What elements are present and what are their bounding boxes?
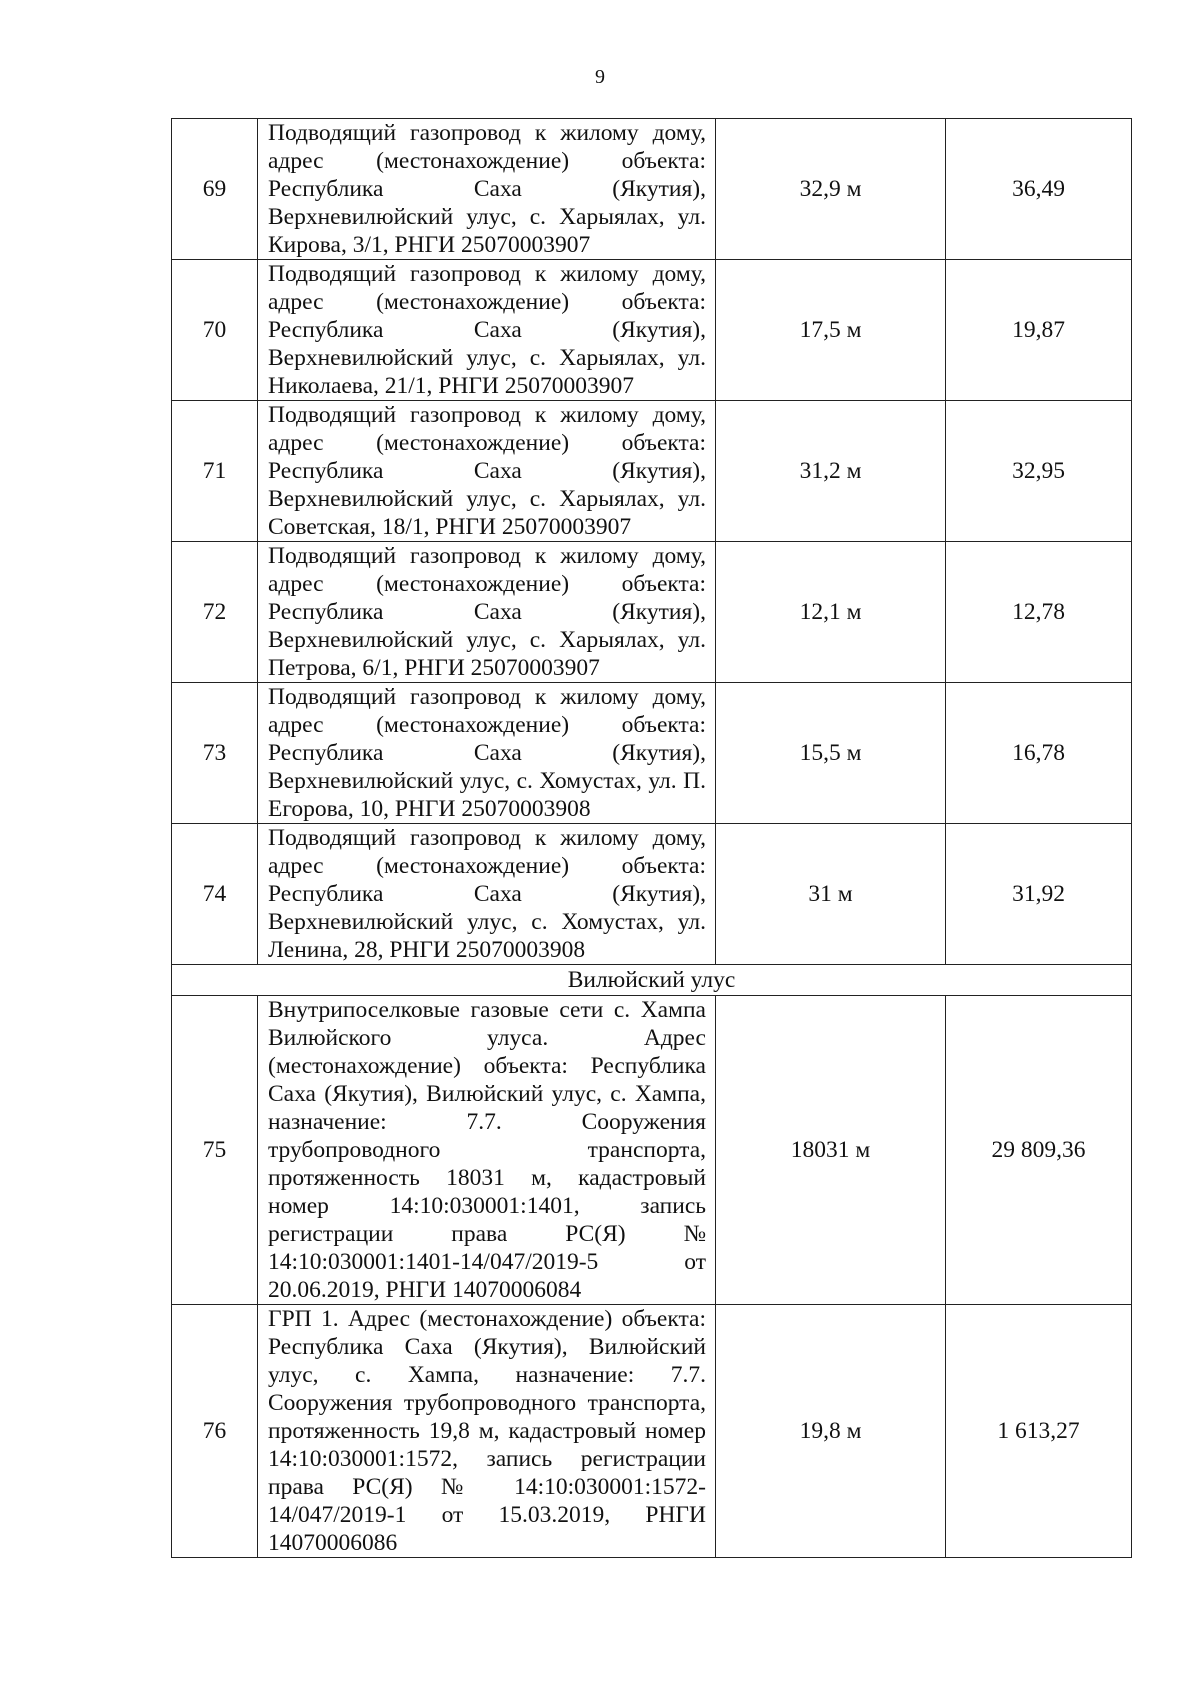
row-value: 16,78 xyxy=(946,683,1132,824)
row-length: 12,1 м xyxy=(716,542,946,683)
row-description: ГРП 1. Адрес (местонахождение) объекта: Республика Саха (Якутия), Вилюйский улус, с. Хампа, назначение: 7.7. Сооружения трубопроводного транспорта, протяженность 19,8 м, кадастровый номер 14:10:030001:1572, запись регистрации права РС(Я) № 14:10:030001:1572-14/047/2019-1 от 15.03.2019, РНГИ 14070006086 xyxy=(258,1305,716,1558)
table-row xyxy=(172,683,1132,824)
row-number: 73 xyxy=(172,683,258,824)
row-length: 17,5 м xyxy=(716,260,946,401)
row-length: 32,9 м xyxy=(716,119,946,260)
row-value: 36,49 xyxy=(946,119,1132,260)
row-number: 69 xyxy=(172,119,258,260)
row-value: 29 809,36 xyxy=(946,996,1132,1305)
row-length: 18031 м xyxy=(716,996,946,1305)
table-row xyxy=(172,824,1132,965)
row-length: 31,2 м xyxy=(716,401,946,542)
property-table xyxy=(171,118,1132,1558)
section-title: Вилюйский улус xyxy=(172,965,1132,996)
row-description: Подводящий газопровод к жилому дому, адрес (местонахождение) объекта: Республика Саха (Якутия), Верхневилюйский улус, с. Харыялах, ул. Кирова, 3/1, РНГИ 25070003907 xyxy=(258,119,716,260)
row-value: 19,87 xyxy=(946,260,1132,401)
row-number: 71 xyxy=(172,401,258,542)
row-number: 75 xyxy=(172,996,258,1305)
row-value: 1 613,27 xyxy=(946,1305,1132,1558)
table-row xyxy=(172,401,1132,542)
section-header-row xyxy=(172,965,1132,996)
row-description: Внутрипоселковые газовые сети с. Хампа Вилюйского улуса. Адрес (местонахождение) объекта: Республика Саха (Якутия), Вилюйский улус, с. Хампа, назначение: 7.7. Сооружения трубопроводного транспорта, протяженность 18031 м, кадастровый номер 14:10:030001:1401, запись регистрации права РС(Я) № 14:10:030001:1401-14/047/2019-5 от 20.06.2019, РНГИ 14070006084 xyxy=(258,996,716,1305)
row-length: 31 м xyxy=(716,824,946,965)
table-row xyxy=(172,1305,1132,1558)
row-description: Подводящий газопровод к жилому дому, адрес (местонахождение) объекта: Республика Саха (Якутия), Верхневилюйский улус, с. Хомустах, ул. Ленина, 28, РНГИ 25070003908 xyxy=(258,824,716,965)
row-description: Подводящий газопровод к жилому дому, адрес (местонахождение) объекта: Республика Саха (Якутия), Верхневилюйский улус, с. Хомустах, ул. П. Егорова, 10, РНГИ 25070003908 xyxy=(258,683,716,824)
table-row xyxy=(172,996,1132,1305)
row-length: 19,8 м xyxy=(716,1305,946,1558)
row-description: Подводящий газопровод к жилому дому, адрес (местонахождение) объекта: Республика Саха (Якутия), Верхневилюйский улус, с. Харыялах, ул. Николаева, 21/1, РНГИ 25070003907 xyxy=(258,260,716,401)
row-length: 15,5 м xyxy=(716,683,946,824)
row-description: Подводящий газопровод к жилому дому, адрес (местонахождение) объекта: Республика Саха (Якутия), Верхневилюйский улус, с. Харыялах, ул. Петрова, 6/1, РНГИ 25070003907 xyxy=(258,542,716,683)
table-row xyxy=(172,119,1132,260)
row-value: 32,95 xyxy=(946,401,1132,542)
row-value: 12,78 xyxy=(946,542,1132,683)
row-description: Подводящий газопровод к жилому дому, адрес (местонахождение) объекта: Республика Саха (Якутия), Верхневилюйский улус, с. Харыялах, ул. Советская, 18/1, РНГИ 25070003907 xyxy=(258,401,716,542)
row-number: 70 xyxy=(172,260,258,401)
table-row xyxy=(172,542,1132,683)
row-number: 74 xyxy=(172,824,258,965)
row-number: 76 xyxy=(172,1305,258,1558)
row-number: 72 xyxy=(172,542,258,683)
page-number: 9 xyxy=(595,66,605,88)
table-row xyxy=(172,260,1132,401)
row-value: 31,92 xyxy=(946,824,1132,965)
